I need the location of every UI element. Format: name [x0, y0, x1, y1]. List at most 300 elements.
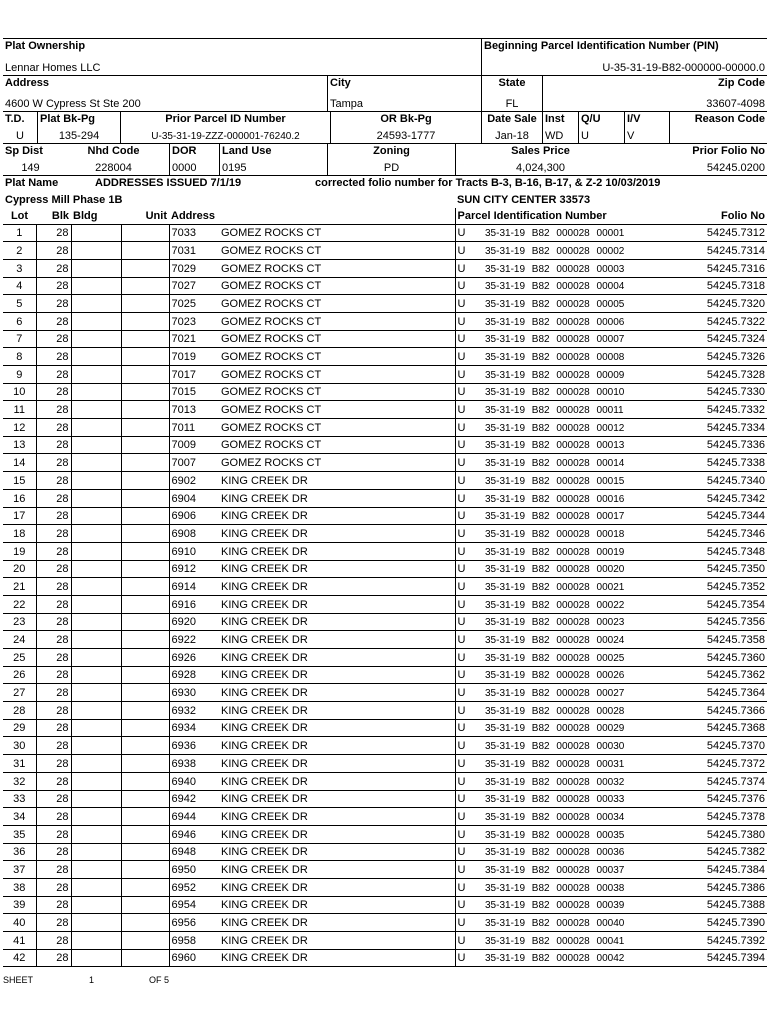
- street-name-cell: GOMEZ ROCKS CT: [219, 383, 455, 401]
- street-number-cell: 6904: [169, 489, 219, 507]
- bldg-cell: [71, 525, 121, 543]
- folio-cell: 54245.7368: [663, 719, 767, 737]
- street-number-cell: 7021: [169, 330, 219, 348]
- iv-label: I/V: [627, 113, 641, 125]
- lot-cell: 41: [3, 932, 36, 950]
- lots-body: [3, 224, 767, 967]
- unit-cell: [121, 896, 169, 914]
- plat-name-value: Cypress Mill Phase 1B: [5, 194, 123, 206]
- blk-cell: 28: [36, 843, 71, 861]
- pin-prefix-cell: U: [455, 825, 483, 843]
- bldg-cell: [71, 684, 121, 702]
- pin-cell: 35-31-19 B82 000028 00009: [483, 366, 663, 384]
- bldg-cell: [71, 224, 121, 242]
- bldg-cell: [71, 649, 121, 667]
- lot-cell: 28: [3, 702, 36, 720]
- dor-label: DOR: [172, 145, 197, 157]
- folio-cell: 54245.7390: [663, 914, 767, 932]
- pin-cell: 35-31-19 B82 000028 00010: [483, 383, 663, 401]
- street-number-cell: 7027: [169, 277, 219, 295]
- unit-cell: [121, 825, 169, 843]
- folio-cell: 54245.7324: [663, 330, 767, 348]
- unit-cell: [121, 914, 169, 932]
- unit-cell: [121, 366, 169, 384]
- folio-cell: 54245.7354: [663, 595, 767, 613]
- lot-cell: 5: [3, 295, 36, 313]
- bldg-cell: [71, 896, 121, 914]
- lot-cell: 42: [3, 949, 36, 967]
- unit-cell: [121, 489, 169, 507]
- spdist-value: 149: [21, 162, 40, 174]
- table-row: [3, 489, 767, 507]
- unit-cell: [121, 295, 169, 313]
- unit-cell: [121, 737, 169, 755]
- pin-cell: 35-31-19 B82 000028 00007: [483, 330, 663, 348]
- pin-prefix-cell: U: [455, 401, 483, 419]
- street-number-cell: 6908: [169, 525, 219, 543]
- blk-cell: 28: [36, 932, 71, 950]
- street-name-cell: GOMEZ ROCKS CT: [219, 224, 455, 242]
- pin-prefix-cell: U: [455, 295, 483, 313]
- prior-pid-value: U-35-31-19-ZZZ-000001-76240.2: [151, 131, 300, 142]
- pin-cell: 35-31-19 B82 000028 00003: [483, 259, 663, 277]
- pin-cell: 35-31-19 B82 000028 00005: [483, 295, 663, 313]
- pin-prefix-cell: U: [455, 666, 483, 684]
- street-number-cell: 7013: [169, 401, 219, 419]
- folio-cell: 54245.7336: [663, 436, 767, 454]
- pin-prefix-cell: U: [455, 914, 483, 932]
- folio-cell: 54245.7372: [663, 755, 767, 773]
- street-name-cell: KING CREEK DR: [219, 719, 455, 737]
- address-value: 4600 W Cypress St Ste 200: [5, 98, 141, 110]
- lot-cell: 39: [3, 896, 36, 914]
- lot-cell: 13: [3, 436, 36, 454]
- prior-pid-label: Prior Parcel ID Number: [165, 113, 286, 125]
- pin-cell: 35-31-19 B82 000028 00013: [483, 436, 663, 454]
- folio-cell: 54245.7342: [663, 489, 767, 507]
- street-number-cell: 7023: [169, 312, 219, 330]
- bldg-cell: [71, 489, 121, 507]
- blk-cell: 28: [36, 790, 71, 808]
- dor-value: 0000: [172, 162, 197, 174]
- lot-cell: 23: [3, 613, 36, 631]
- pin-cell: 35-31-19 B82 000028 00032: [483, 772, 663, 790]
- table-row: [3, 878, 767, 896]
- street-name-cell: KING CREEK DR: [219, 649, 455, 667]
- folio-cell: 54245.7322: [663, 312, 767, 330]
- blk-cell: 28: [36, 366, 71, 384]
- unit-cell: [121, 878, 169, 896]
- street-number-cell: 6958: [169, 932, 219, 950]
- lot-cell: 18: [3, 525, 36, 543]
- folio-cell: 54245.7314: [663, 242, 767, 260]
- pin-prefix-cell: U: [455, 790, 483, 808]
- pin-cell: 35-31-19 B82 000028 00017: [483, 507, 663, 525]
- table-row: [3, 295, 767, 313]
- reason-label: Reason Code: [694, 113, 765, 125]
- zoning-label: Zoning: [373, 145, 410, 157]
- street-name-cell: KING CREEK DR: [219, 825, 455, 843]
- col-address: Address: [169, 208, 455, 224]
- pin-prefix-cell: U: [455, 613, 483, 631]
- pin-cell: 35-31-19 B82 000028 00024: [483, 631, 663, 649]
- blk-cell: 28: [36, 277, 71, 295]
- header-grid: [3, 38, 767, 208]
- pin-prefix-cell: U: [455, 489, 483, 507]
- pin-cell: 35-31-19 B82 000028 00037: [483, 861, 663, 879]
- table-row: [3, 312, 767, 330]
- street-number-cell: 6916: [169, 595, 219, 613]
- lot-cell: 10: [3, 383, 36, 401]
- blk-cell: 28: [36, 878, 71, 896]
- owner-value: Lennar Homes LLC: [5, 62, 101, 74]
- bldg-cell: [71, 330, 121, 348]
- folio-cell: 54245.7352: [663, 578, 767, 596]
- lot-cell: 16: [3, 489, 36, 507]
- folio-cell: 54245.7388: [663, 896, 767, 914]
- bldg-cell: [71, 454, 121, 472]
- unit-cell: [121, 454, 169, 472]
- folio-cell: 54245.7394: [663, 949, 767, 967]
- street-name-cell: KING CREEK DR: [219, 578, 455, 596]
- table-row: [3, 843, 767, 861]
- lot-cell: 20: [3, 560, 36, 578]
- table-row: [3, 790, 767, 808]
- bldg-cell: [71, 401, 121, 419]
- table-row: [3, 914, 767, 932]
- street-number-cell: 7033: [169, 224, 219, 242]
- lots-table: [3, 208, 767, 967]
- unit-cell: [121, 949, 169, 967]
- street-name-cell: KING CREEK DR: [219, 542, 455, 560]
- folio-cell: 54245.7358: [663, 631, 767, 649]
- bldg-cell: [71, 825, 121, 843]
- street-number-cell: 6922: [169, 631, 219, 649]
- unit-cell: [121, 525, 169, 543]
- td-value: U: [16, 130, 24, 142]
- blk-cell: 28: [36, 702, 71, 720]
- table-row: [3, 383, 767, 401]
- lot-cell: 1: [3, 224, 36, 242]
- table-row: [3, 631, 767, 649]
- folio-cell: 54245.7356: [663, 613, 767, 631]
- table-row: [3, 896, 767, 914]
- blk-cell: 28: [36, 436, 71, 454]
- folio-cell: 54245.7316: [663, 259, 767, 277]
- bldg-cell: [71, 242, 121, 260]
- col-unit: Unit: [121, 208, 169, 224]
- city-zip-line: SUN CITY CENTER 33573: [457, 194, 591, 206]
- pin-cell: 35-31-19 B82 000028 00015: [483, 472, 663, 490]
- street-name-cell: KING CREEK DR: [219, 595, 455, 613]
- pin-prefix-cell: U: [455, 861, 483, 879]
- pin-prefix-cell: U: [455, 259, 483, 277]
- unit-cell: [121, 649, 169, 667]
- pin-prefix-cell: U: [455, 560, 483, 578]
- header-row-recording: [3, 112, 767, 144]
- column-header-row: [3, 208, 767, 224]
- pin-cell: 35-31-19 B82 000028 00016: [483, 489, 663, 507]
- blk-cell: 28: [36, 719, 71, 737]
- lot-cell: 12: [3, 419, 36, 437]
- pin-prefix-cell: U: [455, 896, 483, 914]
- qu-value: U: [581, 130, 589, 142]
- pin-cell: 35-31-19 B82 000028 00034: [483, 808, 663, 826]
- street-name-cell: GOMEZ ROCKS CT: [219, 259, 455, 277]
- street-name-cell: KING CREEK DR: [219, 861, 455, 879]
- folio-cell: 54245.7330: [663, 383, 767, 401]
- street-number-cell: 6948: [169, 843, 219, 861]
- bldg-cell: [71, 631, 121, 649]
- folio-cell: 54245.7328: [663, 366, 767, 384]
- blk-cell: 28: [36, 949, 71, 967]
- bldg-cell: [71, 843, 121, 861]
- pin-label: Beginning Parcel Identification Number (PIN): [484, 40, 719, 52]
- street-name-cell: KING CREEK DR: [219, 878, 455, 896]
- bldg-cell: [71, 737, 121, 755]
- table-row: [3, 454, 767, 472]
- nhd-value: 228004: [95, 162, 132, 174]
- street-number-cell: 6944: [169, 808, 219, 826]
- bldg-cell: [71, 560, 121, 578]
- blk-cell: 28: [36, 419, 71, 437]
- blk-cell: 28: [36, 560, 71, 578]
- street-name-cell: GOMEZ ROCKS CT: [219, 295, 455, 313]
- blk-cell: 28: [36, 825, 71, 843]
- blk-cell: 28: [36, 542, 71, 560]
- pin-prefix-cell: U: [455, 348, 483, 366]
- table-row: [3, 702, 767, 720]
- folio-cell: 54245.7350: [663, 560, 767, 578]
- unit-cell: [121, 383, 169, 401]
- col-pin: Parcel Identification Number: [455, 208, 663, 224]
- street-number-cell: 7031: [169, 242, 219, 260]
- blk-cell: 28: [36, 861, 71, 879]
- lot-cell: 22: [3, 595, 36, 613]
- pin-prefix-cell: U: [455, 224, 483, 242]
- state-label: State: [498, 77, 526, 89]
- bldg-cell: [71, 613, 121, 631]
- street-number-cell: 6934: [169, 719, 219, 737]
- pin-cell: 35-31-19 B82 000028 00004: [483, 277, 663, 295]
- bldg-cell: [71, 878, 121, 896]
- bldg-cell: [71, 861, 121, 879]
- lot-cell: 3: [3, 259, 36, 277]
- unit-cell: [121, 861, 169, 879]
- street-name-cell: KING CREEK DR: [219, 808, 455, 826]
- folio-cell: 54245.7376: [663, 790, 767, 808]
- lot-cell: 32: [3, 772, 36, 790]
- street-number-cell: 6902: [169, 472, 219, 490]
- bldg-cell: [71, 578, 121, 596]
- zip-label: Zip Code: [717, 77, 765, 89]
- folio-cell: 54245.7348: [663, 542, 767, 560]
- unit-cell: [121, 330, 169, 348]
- pin-prefix-cell: U: [455, 366, 483, 384]
- header-row-platname: [3, 176, 767, 192]
- bldg-cell: [71, 719, 121, 737]
- salesprice-label: Sales Price: [511, 145, 570, 157]
- pin-cell: 35-31-19 B82 000028 00021: [483, 578, 663, 596]
- blk-cell: 28: [36, 295, 71, 313]
- street-name-cell: KING CREEK DR: [219, 896, 455, 914]
- bldg-cell: [71, 790, 121, 808]
- table-row: [3, 649, 767, 667]
- unit-cell: [121, 613, 169, 631]
- plat-ownership-label: Plat Ownership: [5, 40, 86, 52]
- table-row: [3, 507, 767, 525]
- pin-cell: 35-31-19 B82 000028 00040: [483, 914, 663, 932]
- pin-cell: 35-31-19 B82 000028 00014: [483, 454, 663, 472]
- pin-prefix-cell: U: [455, 684, 483, 702]
- table-row: [3, 772, 767, 790]
- street-number-cell: 6928: [169, 666, 219, 684]
- street-number-cell: 6910: [169, 542, 219, 560]
- unit-cell: [121, 631, 169, 649]
- platname-label: Plat Name: [5, 177, 59, 189]
- pin-cell: 35-31-19 B82 000028 00028: [483, 702, 663, 720]
- folio-cell: 54245.7332: [663, 401, 767, 419]
- street-number-cell: 7025: [169, 295, 219, 313]
- unit-cell: [121, 472, 169, 490]
- header-row-platvalue: [3, 192, 767, 208]
- pin-cell: 35-31-19 B82 000028 00041: [483, 932, 663, 950]
- pin-prefix-cell: U: [455, 454, 483, 472]
- street-number-cell: 7019: [169, 348, 219, 366]
- street-name-cell: KING CREEK DR: [219, 666, 455, 684]
- table-row: [3, 277, 767, 295]
- pin-cell: 35-31-19 B82 000028 00025: [483, 649, 663, 667]
- folio-cell: 54245.7364: [663, 684, 767, 702]
- header-row-classification: [3, 144, 767, 176]
- unit-cell: [121, 755, 169, 773]
- pin-prefix-cell: U: [455, 330, 483, 348]
- table-row: [3, 613, 767, 631]
- blk-cell: 28: [36, 755, 71, 773]
- col-bldg: Bldg: [71, 208, 121, 224]
- iv-value: V: [627, 130, 635, 142]
- pin-cell: 35-31-19 B82 000028 00033: [483, 790, 663, 808]
- pin-prefix-cell: U: [455, 595, 483, 613]
- unit-cell: [121, 348, 169, 366]
- blk-cell: 28: [36, 472, 71, 490]
- pin-prefix-cell: U: [455, 312, 483, 330]
- street-name-cell: GOMEZ ROCKS CT: [219, 348, 455, 366]
- table-row: [3, 560, 767, 578]
- bldg-cell: [71, 755, 121, 773]
- pin-cell: 35-31-19 B82 000028 00026: [483, 666, 663, 684]
- folio-cell: 54245.7334: [663, 419, 767, 437]
- lot-cell: 19: [3, 542, 36, 560]
- bldg-cell: [71, 259, 121, 277]
- inst-value: WD: [545, 130, 564, 142]
- blk-cell: 28: [36, 896, 71, 914]
- addresses-issued: ADDRESSES ISSUED 7/1/19: [95, 177, 242, 189]
- street-number-cell: 7029: [169, 259, 219, 277]
- blk-cell: 28: [36, 631, 71, 649]
- pin-prefix-cell: U: [455, 277, 483, 295]
- sheet-number: 1: [89, 975, 95, 985]
- bldg-cell: [71, 914, 121, 932]
- pin-cell: 35-31-19 B82 000028 00027: [483, 684, 663, 702]
- salesprice-value: 4,024,300: [516, 162, 565, 174]
- street-name-cell: KING CREEK DR: [219, 755, 455, 773]
- pin-prefix-cell: U: [455, 525, 483, 543]
- pin-cell: 35-31-19 B82 000028 00039: [483, 896, 663, 914]
- pin-prefix-cell: U: [455, 878, 483, 896]
- blk-cell: 28: [36, 772, 71, 790]
- lot-cell: 2: [3, 242, 36, 260]
- col-blk: Blk: [36, 208, 71, 224]
- street-name-cell: KING CREEK DR: [219, 702, 455, 720]
- table-row: [3, 330, 767, 348]
- table-row: [3, 348, 767, 366]
- blk-cell: 28: [36, 401, 71, 419]
- street-name-cell: KING CREEK DR: [219, 737, 455, 755]
- folio-cell: 54245.7382: [663, 843, 767, 861]
- blk-cell: 28: [36, 330, 71, 348]
- table-row: [3, 259, 767, 277]
- inst-label: Inst: [545, 113, 565, 125]
- pin-prefix-cell: U: [455, 436, 483, 454]
- pin-prefix-cell: U: [455, 808, 483, 826]
- bldg-cell: [71, 348, 121, 366]
- pin-prefix-cell: U: [455, 702, 483, 720]
- blk-cell: 28: [36, 242, 71, 260]
- lot-cell: 40: [3, 914, 36, 932]
- pin-prefix-cell: U: [455, 649, 483, 667]
- spdist-label: Sp Dist: [5, 145, 43, 157]
- lot-cell: 29: [3, 719, 36, 737]
- street-name-cell: KING CREEK DR: [219, 772, 455, 790]
- table-row: [3, 578, 767, 596]
- street-number-cell: 6914: [169, 578, 219, 596]
- pin-prefix-cell: U: [455, 949, 483, 967]
- folio-cell: 54245.7326: [663, 348, 767, 366]
- folio-cell: 54245.7366: [663, 702, 767, 720]
- unit-cell: [121, 259, 169, 277]
- pin-cell: 35-31-19 B82 000028 00020: [483, 560, 663, 578]
- datesale-value: Jan-18: [495, 130, 529, 142]
- pin-prefix-cell: U: [455, 578, 483, 596]
- bldg-cell: [71, 295, 121, 313]
- street-name-cell: KING CREEK DR: [219, 949, 455, 967]
- zoning-value: PD: [383, 162, 400, 174]
- pin-cell: 35-31-19 B82 000028 00042: [483, 949, 663, 967]
- landuse-value: 0195: [222, 162, 247, 174]
- pin-cell: 35-31-19 B82 000028 00035: [483, 825, 663, 843]
- qu-label: Q/U: [581, 113, 601, 125]
- street-name-cell: GOMEZ ROCKS CT: [219, 401, 455, 419]
- unit-cell: [121, 312, 169, 330]
- pin-cell: 35-31-19 B82 000028 00006: [483, 312, 663, 330]
- street-number-cell: 6920: [169, 613, 219, 631]
- lot-cell: 31: [3, 755, 36, 773]
- unit-cell: [121, 436, 169, 454]
- table-row: [3, 542, 767, 560]
- unit-cell: [121, 401, 169, 419]
- street-name-cell: GOMEZ ROCKS CT: [219, 242, 455, 260]
- street-number-cell: 6942: [169, 790, 219, 808]
- corrected-note: corrected folio number for Tracts B-3, B-16, B-17, & Z-2 10/03/2019: [315, 177, 661, 189]
- street-name-cell: KING CREEK DR: [219, 472, 455, 490]
- folio-cell: 54245.7378: [663, 808, 767, 826]
- unit-cell: [121, 808, 169, 826]
- street-number-cell: 6956: [169, 914, 219, 932]
- unit-cell: [121, 277, 169, 295]
- pin-prefix-cell: U: [455, 755, 483, 773]
- blk-cell: 28: [36, 578, 71, 596]
